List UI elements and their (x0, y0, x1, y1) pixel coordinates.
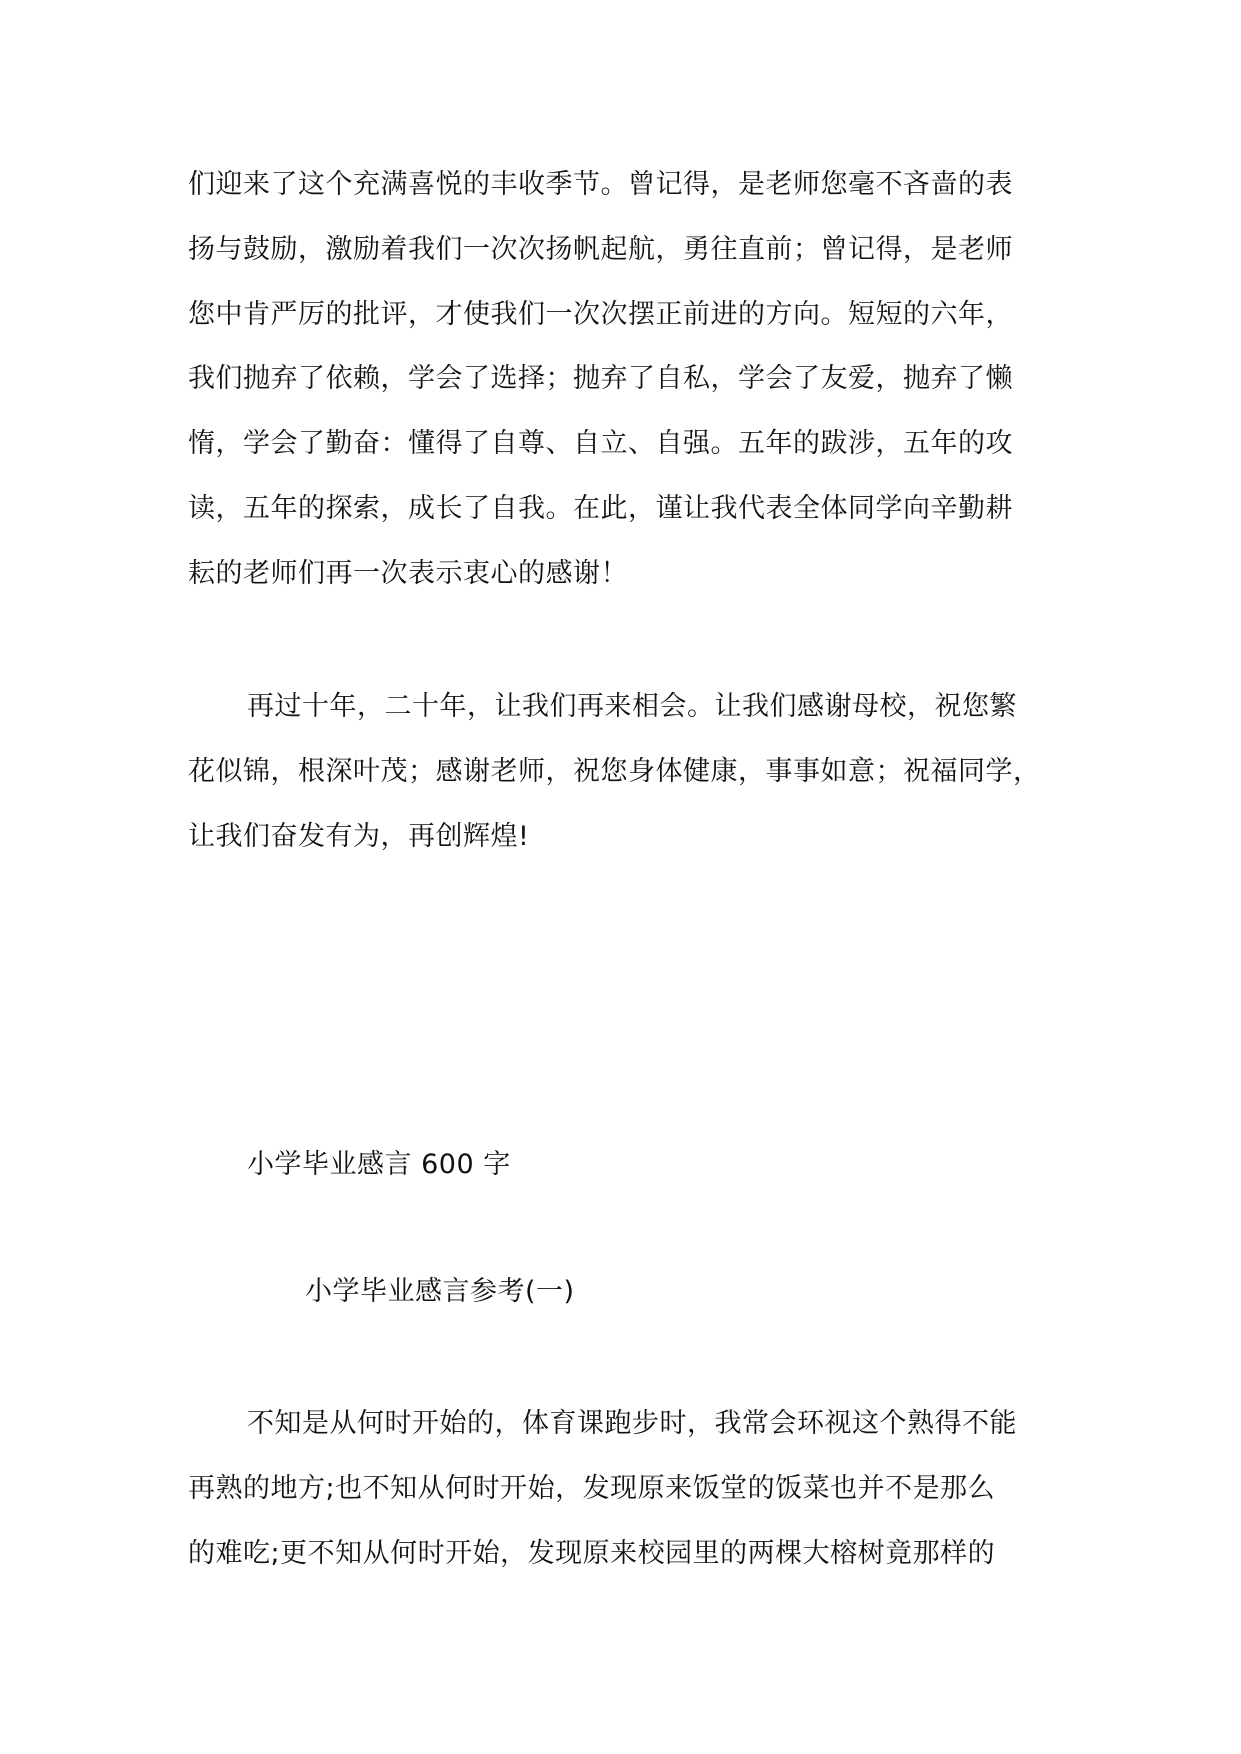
paragraph1-line-7: 耘的老师们再一次表示衷心的感谢！ (188, 558, 628, 589)
paragraph2-line-1: 再过十年，二十年，让我们再来相会。让我们感谢母校，祝您繁 (247, 691, 1017, 722)
section-subheading: 小学毕业感言参考(一) (305, 1276, 575, 1307)
paragraph3-line-1: 不知是从何时开始的，体育课跑步时，我常会环视这个熟得不能 (247, 1408, 1017, 1439)
paragraph2-line-3: 让我们奋发有为，再创辉煌! (188, 821, 530, 852)
paragraph2-line-2: 花似锦，根深叶茂；感谢老师，祝您身体健康，事事如意；祝福同学， (188, 756, 1041, 787)
paragraph1-line-2: 扬与鼓励，激励着我们一次次扬帆起航，勇往直前；曾记得，是老师 (188, 234, 1013, 265)
paragraph1-line-1: 们迎来了这个充满喜悦的丰收季节。曾记得，是老师您毫不吝啬的表 (188, 169, 1013, 200)
paragraph1-line-5: 惰，学会了勤奋：懂得了自尊、自立、自强。五年的跋涉，五年的攻 (188, 428, 1013, 459)
section-heading: 小学毕业感言 600 字 (247, 1149, 511, 1180)
paragraph3-line-3: 的难吃;更不知从何时开始，发现原来校园里的两棵大榕树竟那样的 (188, 1538, 996, 1569)
paragraph1-line-4: 我们抛弃了依赖，学会了选择；抛弃了自私，学会了友爱，抛弃了懒 (188, 363, 1013, 394)
paragraph3-line-2: 再熟的地方;也不知从何时开始，发现原来饭堂的饭菜也并不是那么 (188, 1473, 996, 1504)
paragraph1-line-6: 读，五年的探索，成长了自我。在此，谨让我代表全体同学向辛勤耕 (188, 493, 1013, 524)
paragraph1-line-3: 您中肯严厉的批评，才使我们一次次摆正前进的方向。短短的六年， (188, 299, 1013, 330)
